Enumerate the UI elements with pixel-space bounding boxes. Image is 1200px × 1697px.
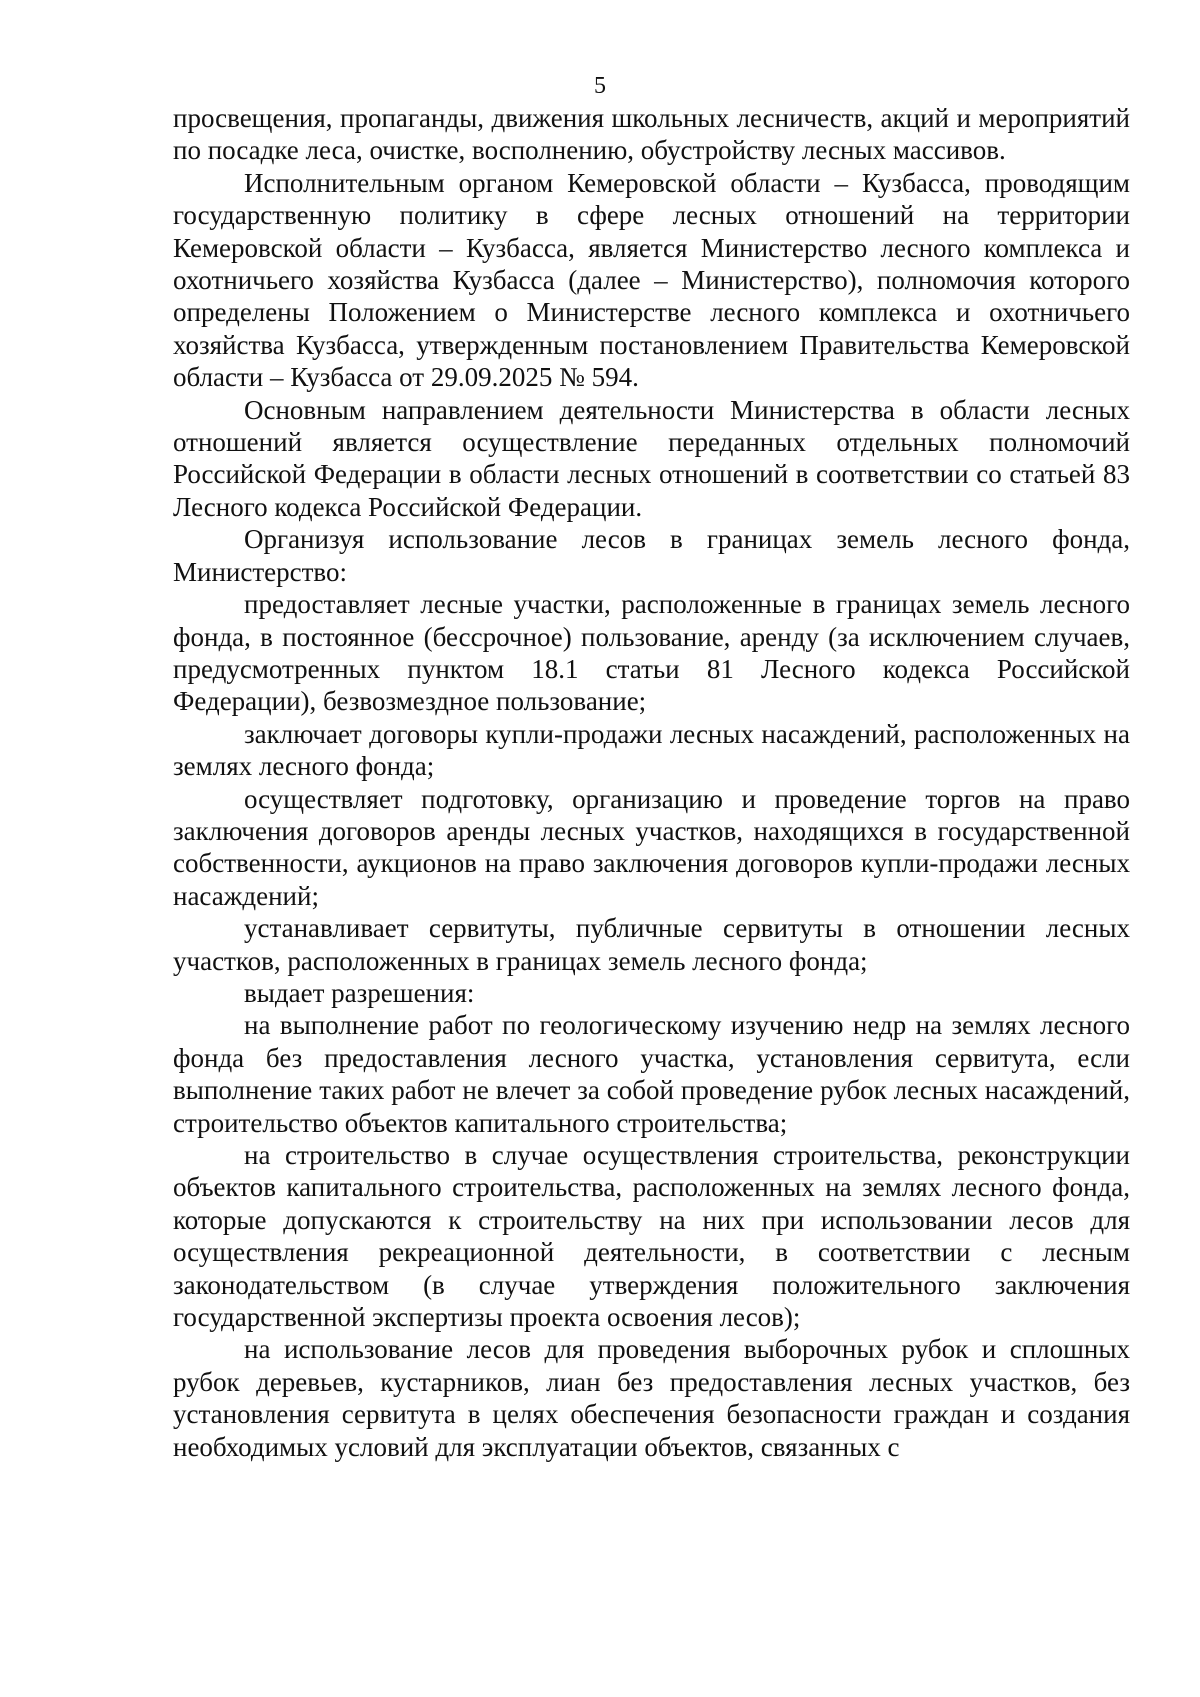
paragraph-continuation: просвещения, пропаганды, движения школьных лесничеств, акций и мероприятий по посадке леса, очистке, восполнению, обустройству лесных массивов. [173,103,1130,166]
paragraph-organizing-use: Организуя использование лесов в границах земель лесного фонда, Министерство: [173,524,1130,587]
sub-item-construction: на строительство в случае осуществления строительства, реконструкции объектов капитального строительства, расположенных на землях лесного фонда, которые допускаются к строительству на них при использовании лесов для осуществления рекреационной деятельности, в соответствии с лесным законодательством (в случае утверждения положительного заключения государственной экспертизы проекта освоения лесов); [173,1140,1130,1333]
list-item-organizes-auctions: осуществляет подготовку, организацию и проведение торгов на право заключения договоров аренды лесных участков, находящихся в государственной собственности, аукционов на право заключения договоров купли-продажи лесных насаждений; [173,783,1130,911]
paragraph-executive-body: Исполнительным органом Кемеровской области – Кузбасса, проводящим государственную политику в сфере лесных отношений на территории Кемеровской области – Кузбасса, является Министерство лесного комплекса и охотничьего хозяйства Кузбасса (далее – Министерство), полномочия которого определены Положением о Министерстве лесного комплекса и охотничьего хозяйства Кузбасса, утвержденным постановлением Правительства Кемеровской области – Кузбасса от 29.09.2025 № 594. [173,167,1130,393]
page-number: 5 [594,73,606,99]
document-body [173,102,1130,1463]
paragraph-main-direction: Основным направлением деятельности Министерства в области лесных отношений является осуществление переданных отдельных полномочий Российской Федерации в области лесных отношений в соответствии со статьей 83 Лесного кодекса Российской Федерации. [173,394,1130,522]
list-item-concludes-contracts: заключает договоры купли-продажи лесных насаждений, расположенных на землях лесного фонда; [173,718,1130,782]
sub-item-selective-felling: на использование лесов для проведения выборочных рубок и сплошных рубок деревьев, кустарников, лиан без предоставления лесных участков, без установления сервитута в целях обеспечения безопасности граждан и создания необходимых условий для эксплуатации объектов, связанных с [173,1334,1130,1462]
list-item-provides-plots: предоставляет лесные участки, расположенные в границах земель лесного фонда, в постоянное (бессрочное) пользование, аренду (за исключением случаев, предусмотренных пунктом 18.1 статьи 81 Лесного кодекса Российской Федерации), безвозмездное пользование; [173,589,1130,717]
sub-item-geological-works: на выполнение работ по геологическому изучению недр на землях лесного фонда без предоставления лесного участка, установления сервитута, если выполнение таких работ не влечет за собой проведение рубок лесных насаждений, строительство объектов капитального строительства; [173,1010,1130,1138]
list-item-establishes-servitudes: устанавливает сервитуты, публичные сервитуты в отношении лесных участков, расположенных в границах земель лесного фонда; [173,913,1130,976]
list-item-issues-permits: выдает разрешения: [244,977,475,1008]
